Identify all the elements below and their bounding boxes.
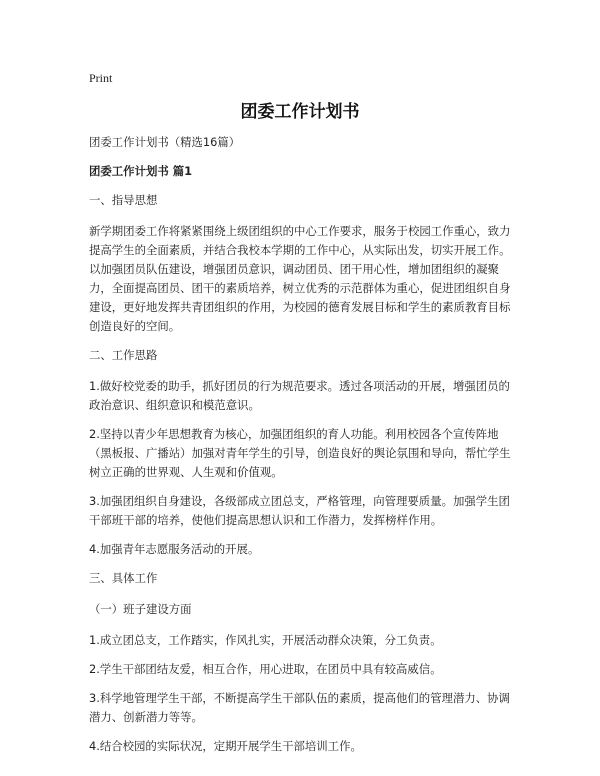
heading-specific-work: 三、具体工作 [89, 571, 158, 585]
document-body [89, 133, 517, 766]
print-link[interactable]: Print [89, 71, 113, 85]
list-item: 2.坚持以青少年思想教育为核心，加强团组织的育人功能。利用校园各个宣传阵地（黑板报、广播站）加强对青年学生的引导，创造良好的舆论氛围和导向，帮忙学生树立正确的世界观、人生观和价值观。 [89, 427, 511, 479]
list-item: 1.成立团总支，工作踏实，作风扎实，开展活动群众决策，分工负责。 [89, 633, 442, 647]
list-item: 4.加强青年志愿服务活动的开展。 [89, 542, 260, 556]
section-title: 团委工作计划书 篇1 [89, 164, 193, 178]
heading-guiding-ideology: 一、指导思想 [89, 193, 158, 207]
list-item: 3.科学地管理学生干部，不断提高学生干部队伍的素质，提高他们的管理潜力、协调潜力、创新潜力等等。 [89, 691, 510, 724]
list-item: 3.加强团组织自身建设，各级部成立团总支，严格管理，向管理要质量。加强学生团干部班干部的培养，使他们提高思想认识和工作潜力，发挥榜样作用。 [89, 494, 510, 527]
paragraph-guiding-ideology: 新学期团委工作将紧紧围绕上级团组织的中心工作要求，服务于校园工作重心，致力提高学生的全面素质，并结合我校本学期的工作中心，从实际出发，切实开展工作。以加强团员队伍建设，增强团员意识，调动团员、团干用心性，增加团组织的凝聚力，全面提高团员、团干的素质培养，树立优秀的示范群体为重心，促进团组织自身建设，更好地发挥共青团组织的作用，为校园的德育发展目标和学生的素质教育目标创造良好的空间。 [89, 224, 511, 333]
document-subtitle: 团委工作计划书（精选16篇） [89, 135, 241, 149]
list-item: 2.学生干部团结友爱，相互合作，用心进取，在团员中具有较高威信。 [89, 662, 442, 676]
heading-work-approach: 二、工作思路 [89, 348, 158, 362]
list-item: 4.结合校园的实际状况，定期开展学生干部培训工作。 [89, 739, 362, 753]
sub-heading-team-building: （一）班子建设方面 [89, 602, 192, 616]
page-title: 团委工作计划书 [240, 102, 360, 122]
list-item: 1.做好校党委的助手，抓好团员的行为规范要求。透过各项活动的开展，增强团员的政治意识、组织意识和模范意识。 [89, 379, 510, 412]
